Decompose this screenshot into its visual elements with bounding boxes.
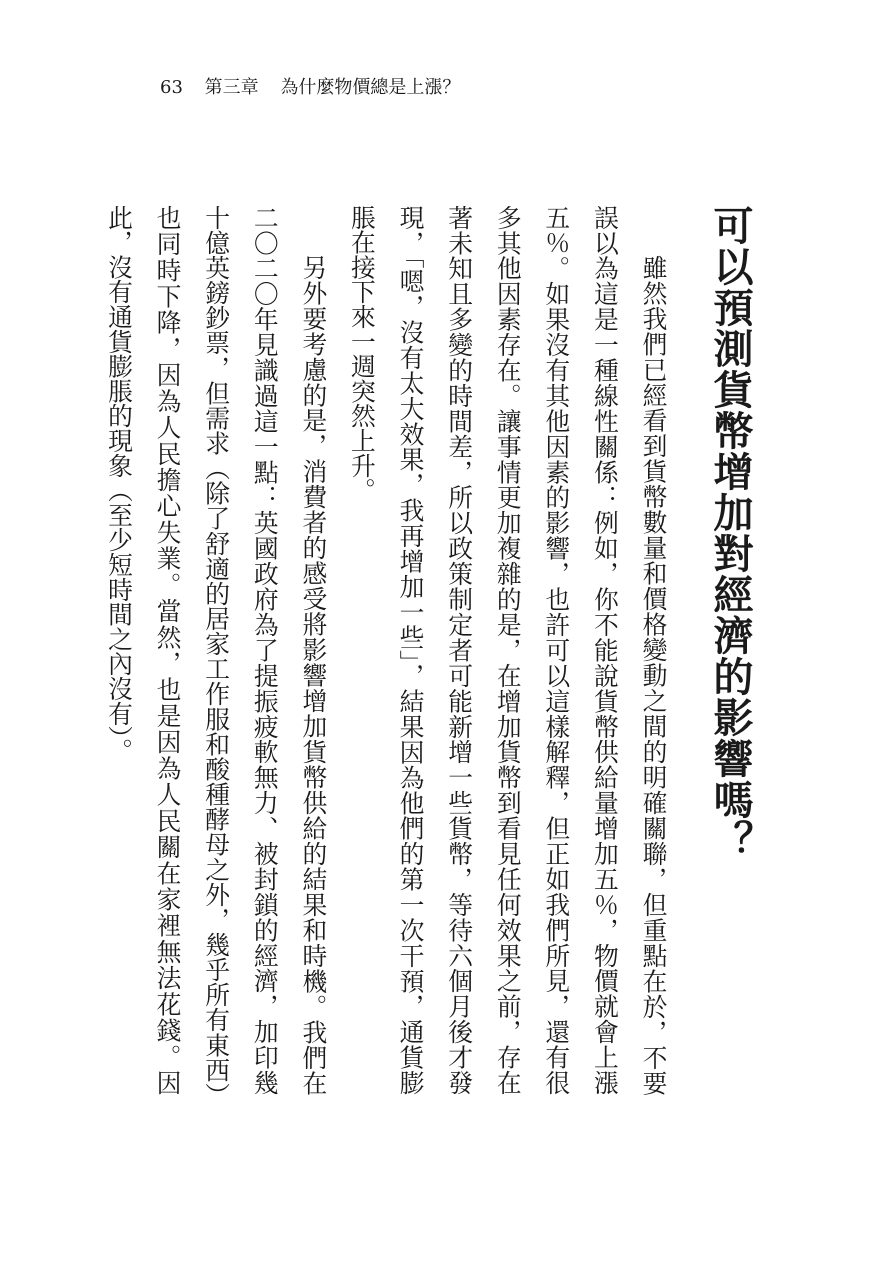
chapter-title: 為什麼物價總是上漲？: [280, 77, 461, 98]
paragraph: 另外要考慮的是，消費者的感受將影響增加貨幣供給的結果和時機。我們在二〇二〇年見識過這一點：英國政府為了提振疲軟無力、被封鎖的經濟，加印幾十億英鎊鈔票，但需求（除了舒適的居家工作服和酸種酵母之外，幾乎所有東西）也同時下降，因為人民擔心失業。當然，也是因為人民關在家裡無法花錢。因此，沒有通貨膨脹的現象（至少短時間之內沒有）。: [104, 205, 328, 1095]
running-header: [160, 76, 460, 100]
section-title: 可以預測貨幣增加對經濟的影響嗎？: [707, 205, 753, 861]
chapter-label: 第三章: [204, 77, 259, 98]
page-number: 63: [160, 77, 183, 98]
paragraph: 雖然我們已經看到貨幣數量和價格變動之間的明確關聯，但重點在於，不要誤以為這是一種線性關係：例如，你不能說貨幣供給量增加五％，物價就會上漲五％。如果沒有其他因素的影響，也許可以這樣解釋，但正如我們所見，還有很多其他因素存在。讓事情更加複雜的是，在增加貨幣到看見任何效果之前，存在著未知且多變的時間差，所以政策制定者可能新增一些貨幣，等待六個月後才發現，「嗯，沒有太大效果，我再增加一些」，結果因為他們的第一次干預，通貨膨脹在接下來一週突然上升。: [347, 205, 668, 1095]
page-body: [104, 205, 755, 1095]
